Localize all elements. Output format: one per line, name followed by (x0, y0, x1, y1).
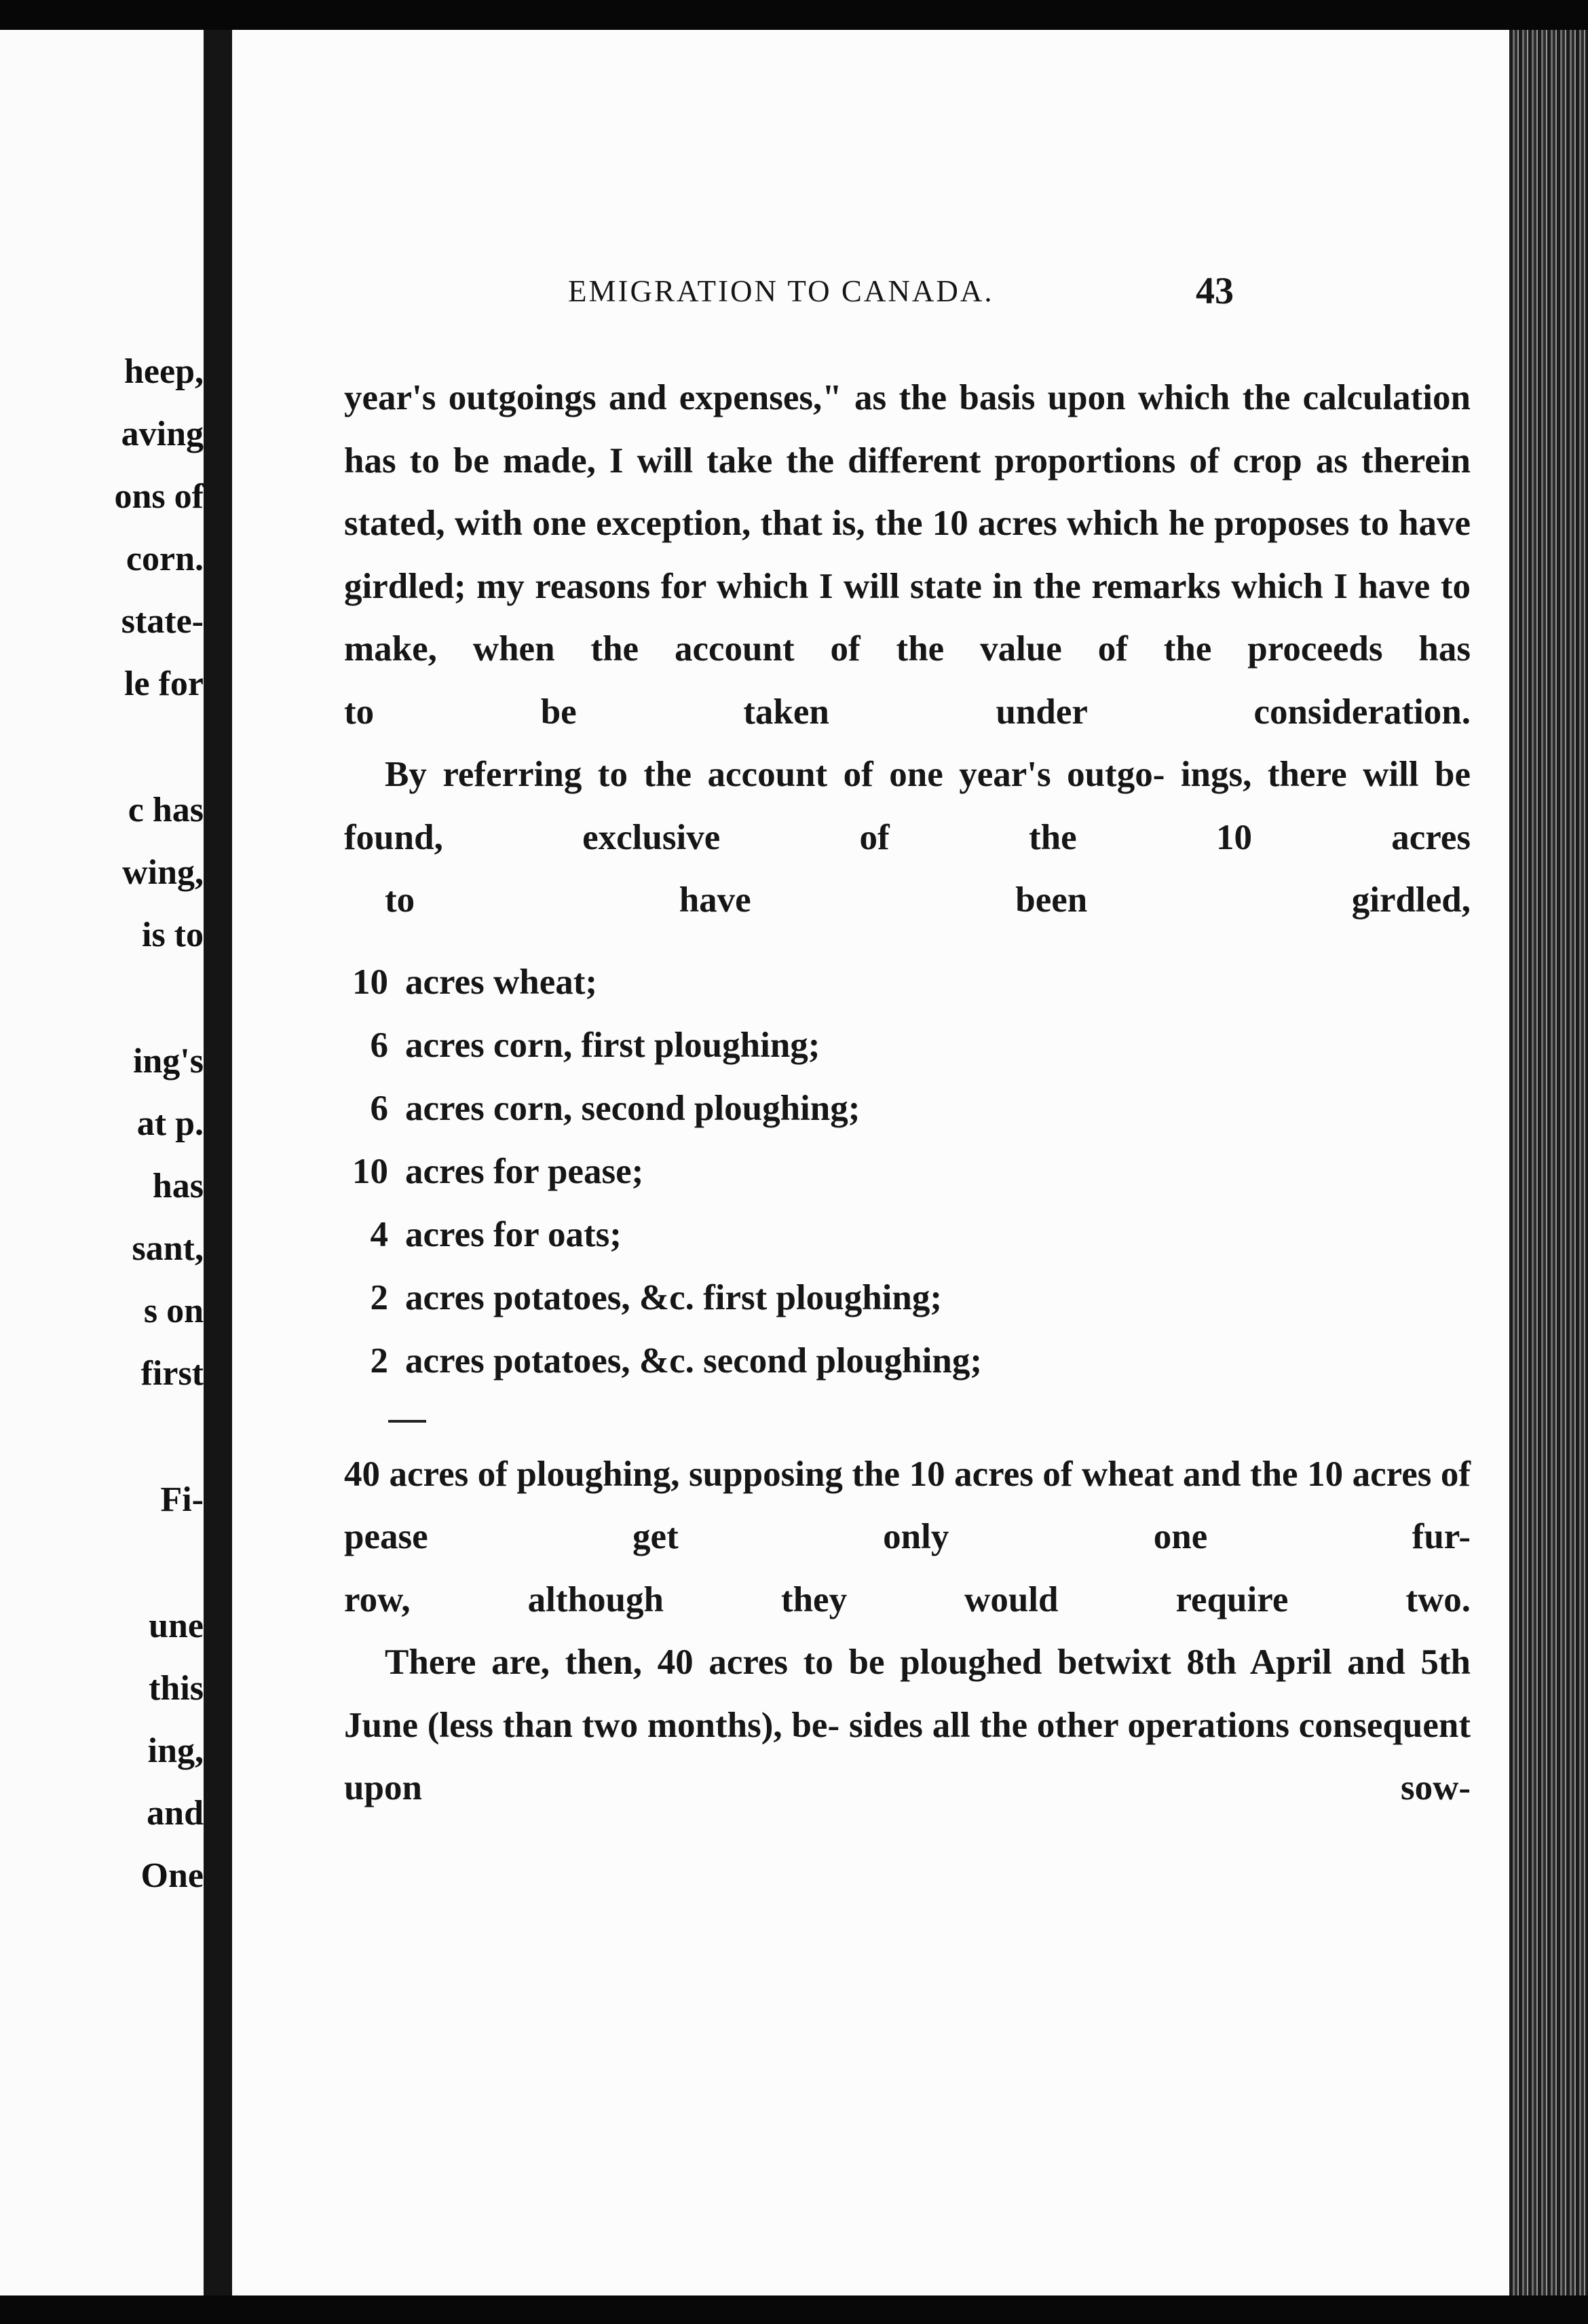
left-fragment-line: first (140, 1354, 204, 1393)
left-fragment-line: wing, (122, 853, 204, 892)
left-fragment-line: une (149, 1607, 204, 1645)
text-line: There are, then, 40 acres to be ploughed betwixt (385, 1643, 1171, 1682)
text-line: wheat and the 10 acres of pease get only one fur- (344, 1454, 1471, 1556)
list-item (344, 1203, 1471, 1267)
acre-count: 4 (370, 1214, 388, 1254)
list-item (344, 1140, 1471, 1203)
list-item (344, 951, 1471, 1014)
left-fragment-line: this (149, 1669, 204, 1708)
running-head (232, 267, 1509, 315)
list-item (344, 1014, 1471, 1077)
text-line: By referring to the account of one year's outgo- (385, 755, 1165, 794)
left-fragment-line: ing's (132, 1042, 204, 1081)
sum-rule (388, 1420, 426, 1423)
left-fragment-line: and (147, 1794, 204, 1833)
page-body (344, 367, 1471, 1820)
text-line: proposes to have girdled; my reasons for which (344, 504, 1471, 606)
running-title: EMIGRATION TO CANADA. (568, 274, 994, 308)
left-fragment-line: ons of (114, 477, 204, 516)
text-line: 8th April and 5th June (less than two months), be- (344, 1643, 1471, 1745)
text-line: I will state in the remarks which I have to make, (344, 566, 1471, 669)
text-line: sides all the other operations consequent upon sow- (344, 1705, 1471, 1807)
page-number: 43 (1196, 270, 1234, 312)
acre-count: 10 (352, 1151, 388, 1191)
paragraph-total (344, 1443, 1471, 1632)
left-fragment-line: sant, (132, 1229, 204, 1268)
acre-description: acres corn, second ploughing; (405, 1088, 861, 1128)
list-item (344, 1267, 1471, 1330)
acre-description: acres corn, first ploughing; (405, 1025, 820, 1065)
text-line: the different proportions of crop as therein stated, (344, 441, 1471, 543)
left-fragment-line: aving (121, 415, 204, 453)
acre-description: acres potatoes, &c. second ploughing; (405, 1341, 982, 1381)
left-fragment-line: Fi- (160, 1480, 204, 1519)
acre-description: acres for pease; (405, 1151, 644, 1191)
previous-page-fragment (0, 30, 204, 2297)
left-fragment-line: One (140, 1856, 204, 1895)
list-item (344, 1077, 1471, 1140)
acre-count: 6 (370, 1025, 388, 1065)
left-fragment-line: c has (128, 791, 204, 829)
acre-count: 10 (352, 962, 388, 1002)
scan-top-border (0, 0, 1588, 33)
text-line: with one exception, that is, the 10 acres which he (454, 504, 1205, 543)
left-fragment-line: has (152, 1167, 204, 1205)
text-line: when the account of the value of the proceeds has (472, 629, 1471, 669)
left-fragment-line: heep, (124, 352, 204, 391)
text-line: row, although they would require two. (344, 1579, 1471, 1619)
left-fragment-line: at p. (136, 1104, 204, 1143)
left-fragment-line: state- (121, 602, 204, 641)
left-fragment-line: corn. (126, 540, 204, 578)
left-fragment-line: ing, (147, 1731, 204, 1770)
left-fragment-line: is to (142, 916, 204, 954)
text-line: which the calculation has to be made, I will take (344, 378, 1471, 481)
acre-count: 2 (370, 1277, 388, 1317)
acre-count: 2 (370, 1341, 388, 1381)
book-page (232, 30, 1509, 2298)
acreage-list (344, 951, 1471, 1393)
acre-description: acres potatoes, &c. first ploughing; (405, 1277, 943, 1317)
scan-bottom-border (0, 2295, 1588, 2324)
acre-description: acres for oats; (405, 1214, 622, 1254)
paragraph-referring (344, 743, 1471, 932)
acre-description: acres wheat; (405, 962, 598, 1002)
list-item (344, 1330, 1471, 1393)
page-fore-edge (1509, 30, 1588, 2298)
text-line: to have been girdled, (385, 880, 1471, 920)
text-line: to be taken under consideration. (344, 692, 1471, 732)
book-gutter (204, 30, 232, 2297)
left-fragment-line: le for (124, 664, 204, 703)
left-fragment-line: s on (143, 1292, 204, 1330)
text-line: ings, there will be found, exclusive of the 10 acres (344, 755, 1471, 857)
paragraph-closing (344, 1631, 1471, 1820)
acre-count: 6 (370, 1088, 388, 1128)
text-line: year's outgoings and expenses," as the basis upon (344, 378, 1126, 417)
text-line: 40 acres of ploughing, supposing the 10 acres of (344, 1454, 1073, 1494)
paragraph-intro (344, 367, 1471, 743)
